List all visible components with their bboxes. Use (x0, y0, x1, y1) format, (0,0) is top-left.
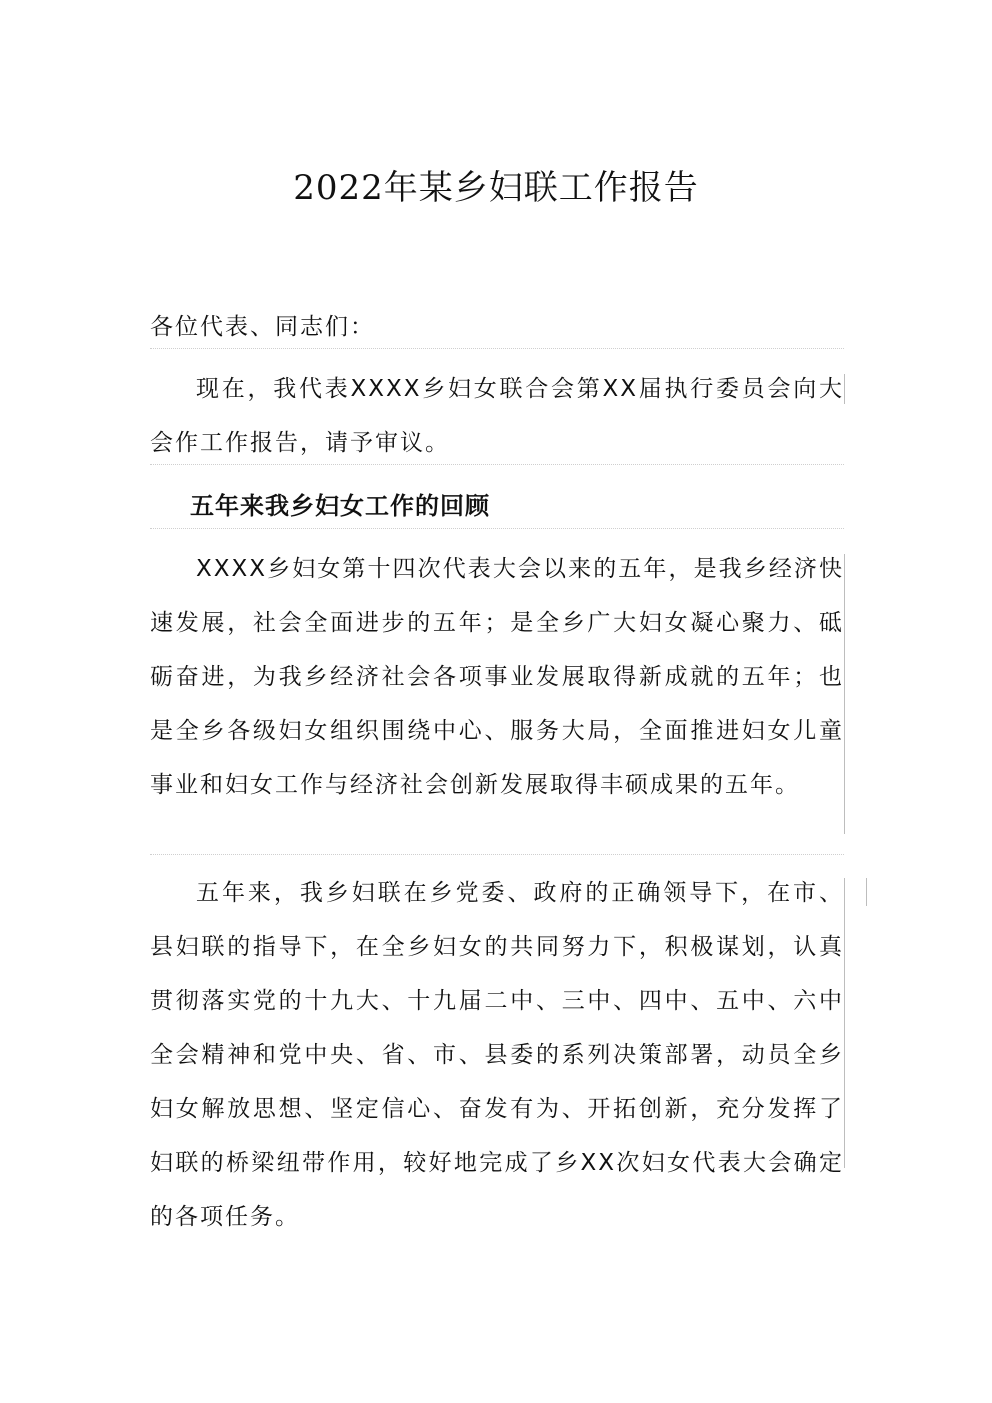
section-heading: 五年来我乡妇女工作的回顾 (190, 492, 490, 520)
margin-marker (844, 374, 845, 404)
document-title: 2022年某乡妇联工作报告 (293, 168, 699, 208)
dotted-divider (150, 464, 844, 465)
achievement-paragraph: 五年来，我乡妇联在乡党委、政府的正确领导下，在市、县妇联的指导下，在全乡妇女的共同努力下，积极谋划，认真贯彻落实党的十九大、十九届二中、三中、四中、五中、六中全会精神和党中央、省、市、县委的系列决策部署，动员全乡妇女解放思想、坚定信心、奋发有为、开拓创新，充分发挥了妇联的桥梁纽带作用，较好地完成了乡XX次妇女代表大会确定的各项任务。 (150, 880, 844, 1230)
dotted-divider (150, 528, 844, 529)
review-paragraph: XXXX乡妇女第十四次代表大会以来的五年，是我乡经济快速发展，社会全面进步的五年；是全乡广大妇女凝心聚力、砥砺奋进，为我乡经济社会各项事业发展取得新成就的五年；也是全乡各级妇女组织围绕中心、服务大局，全面推进妇女儿童事业和妇女工作与经济社会创新发展取得丰硕成果的五年。 (150, 556, 844, 798)
greeting: 各位代表、同志们： (150, 314, 375, 340)
dotted-divider (150, 854, 844, 855)
margin-marker (844, 554, 845, 834)
intro-paragraph: 现在，我代表XXXX乡妇女联合会第XX届执行委员会向大会作工作报告，请予审议。 (150, 376, 844, 456)
dotted-divider (150, 348, 844, 349)
margin-marker (866, 878, 867, 906)
margin-marker (844, 878, 845, 1168)
